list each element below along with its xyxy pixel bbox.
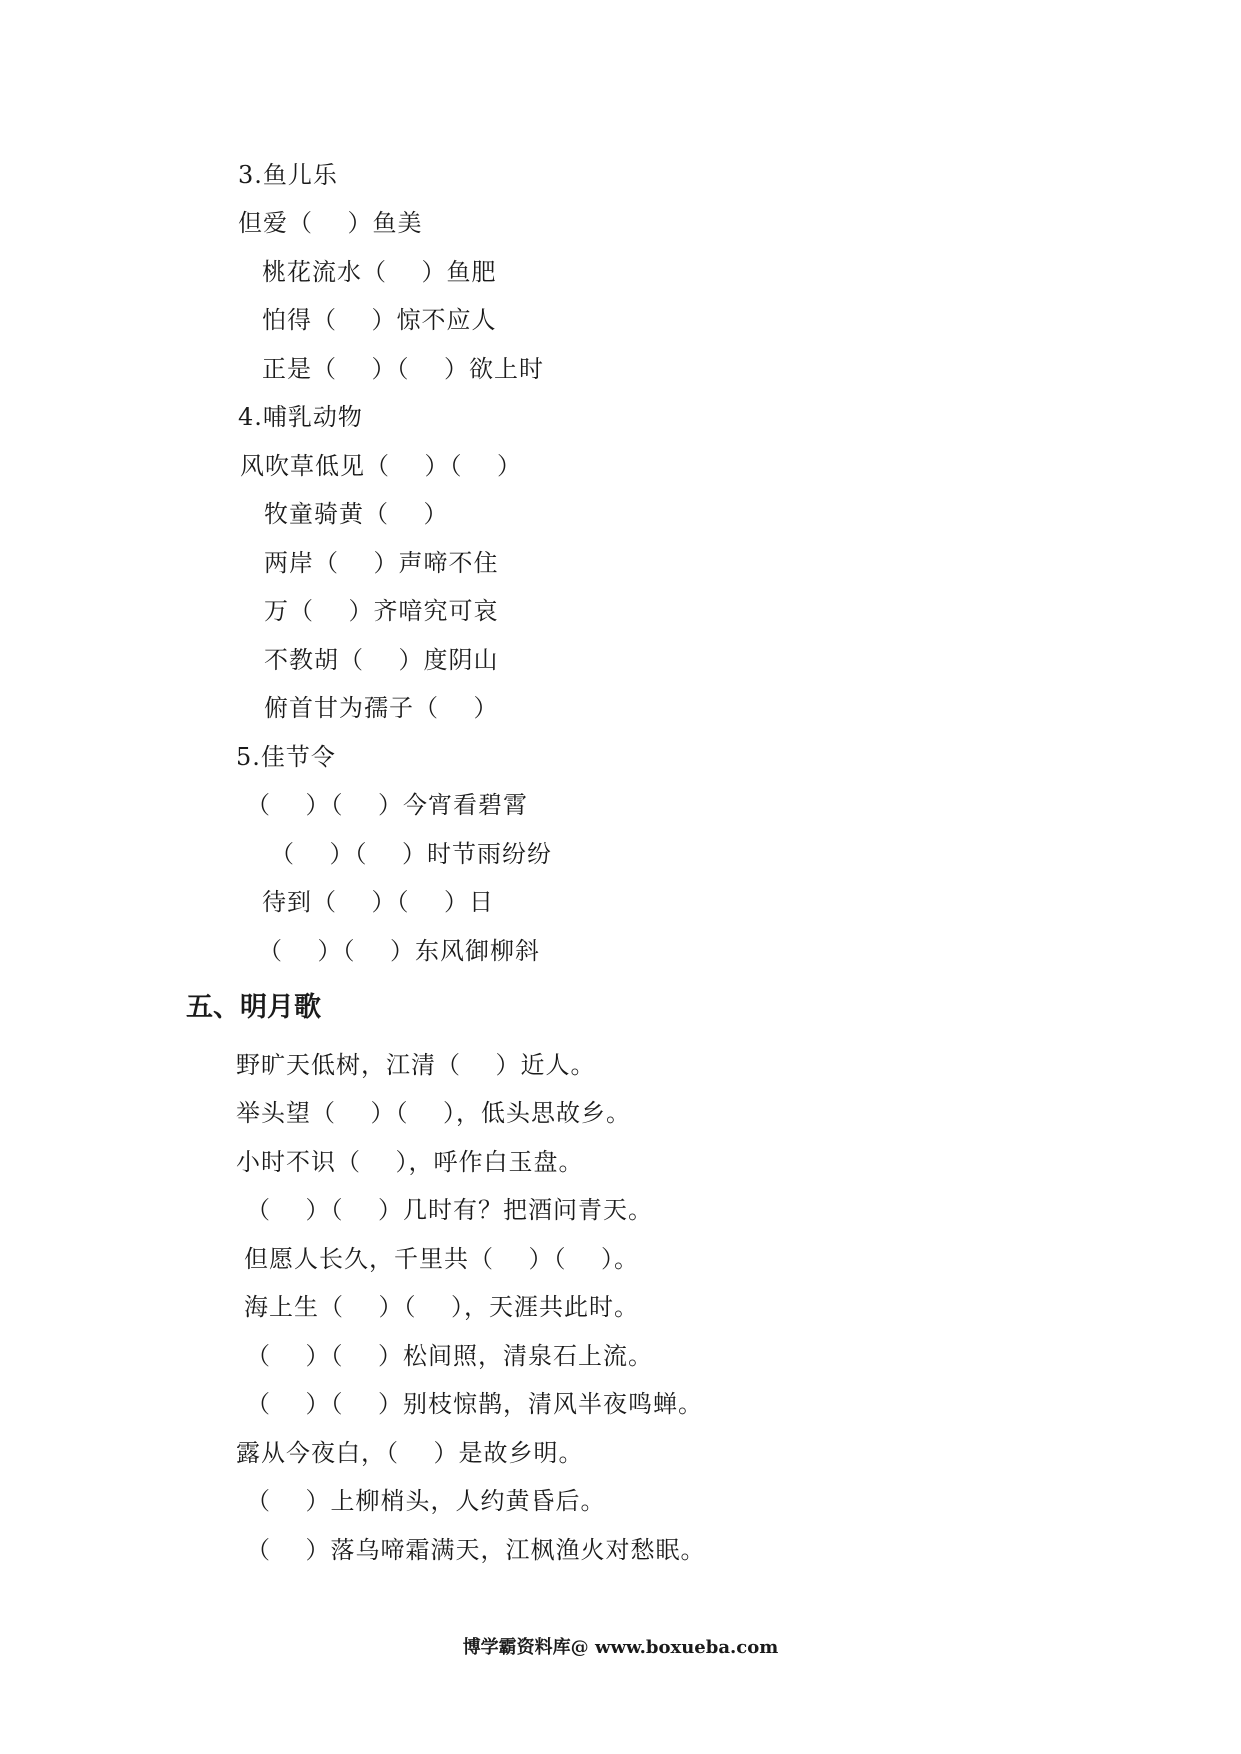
fill-line: 野旷天低树，江清（ ）近人。 — [236, 1051, 596, 1079]
fill-line: 万（ ）齐喑究可哀 — [264, 597, 499, 625]
fill-line: （ ）（ ）今宵看碧霄 — [246, 791, 529, 819]
fill-line: 正是（ ）（ ）欲上时 — [262, 355, 545, 383]
group-title-festivals: 5.佳节令 — [236, 743, 336, 771]
fill-line: 牧童骑黄（ ） — [264, 500, 449, 528]
fill-line: 举头望（ ）（ ），低头思故乡。 — [236, 1099, 632, 1127]
fill-line: 不教胡（ ）度阴山 — [264, 646, 499, 674]
fill-line: （ ）（ ）东风御柳斜 — [258, 937, 541, 965]
section-title: 五、明月歌 — [186, 992, 321, 1023]
fill-line: 桃花流水（ ）鱼肥 — [262, 258, 497, 286]
footer-watermark: 博学霸资料库@ www.boxueba.com — [462, 1637, 779, 1658]
fill-line: 怕得（ ）惊不应人 — [262, 306, 497, 334]
fill-line: 两岸（ ）声啼不住 — [264, 549, 499, 577]
fill-line: （ ）（ ）几时有？把酒问青天。 — [246, 1196, 654, 1224]
fill-line: （ ）（ ）时节雨纷纷 — [270, 840, 553, 868]
fill-line: 露从今夜白，（ ）是故乡明。 — [236, 1439, 584, 1467]
fill-line: 海上生（ ）（ ），天涯共此时。 — [244, 1293, 640, 1321]
fill-line: （ ）（ ）松间照，清泉石上流。 — [246, 1342, 654, 1370]
fill-line: 小时不识（ ），呼作白玉盘。 — [236, 1148, 584, 1176]
fill-line: 但愿人长久，千里共（ ）（ ）。 — [244, 1245, 640, 1273]
fill-line: 但爱（ ）鱼美 — [238, 209, 423, 237]
fill-line: 待到（ ）（ ）日 — [262, 888, 495, 916]
fill-line: （ ）上柳梢头，人约黄昏后。 — [246, 1487, 606, 1515]
fill-line: 俯首甘为孺子（ ） — [264, 694, 499, 722]
fill-line: （ ）落乌啼霜满天，江枫渔火对愁眠。 — [246, 1536, 706, 1564]
fill-line: （ ）（ ）别枝惊鹊，清风半夜鸣蝉。 — [246, 1390, 704, 1418]
group-title-fish: 3.鱼儿乐 — [238, 161, 338, 189]
fill-line: 风吹草低见（ ）（ ） — [240, 452, 523, 480]
group-title-mammals: 4.哺乳动物 — [238, 403, 363, 431]
